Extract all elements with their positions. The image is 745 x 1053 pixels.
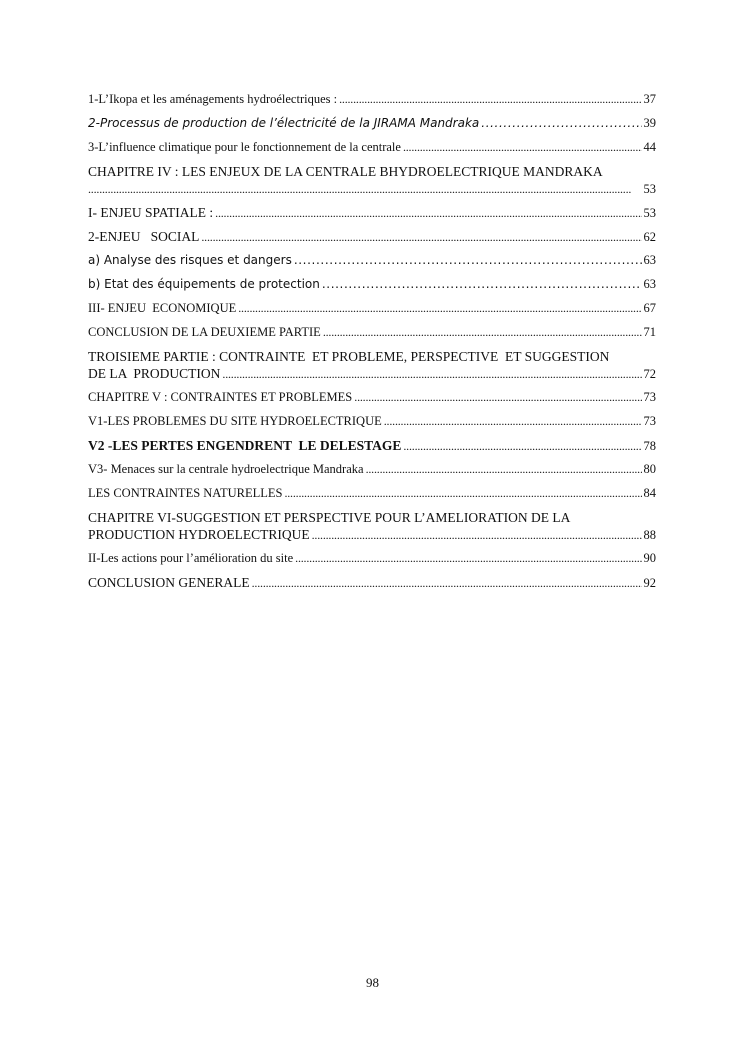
toc-entry-title: CHAPITRE IV : LES ENJEUX DE LA CENTRALE BHYDROELECTRIQUE MANDRAKA	[88, 164, 603, 179]
toc-entry-page: 88	[643, 528, 656, 542]
toc-entry-title: 1-L’Ikopa et les aménagements hydroélectriques :	[88, 92, 338, 106]
dot-leader	[323, 324, 642, 341]
toc-entry[interactable]	[88, 204, 656, 221]
toc-entry-title: LES CONTRAINTES NATURELLES	[88, 486, 283, 500]
toc-entry-page: 62	[643, 230, 656, 244]
dot-leader	[201, 228, 641, 246]
dot-leader	[222, 365, 641, 383]
toc-entry[interactable]	[88, 139, 656, 156]
dot-leader	[252, 574, 642, 592]
toc-entry[interactable]	[88, 300, 656, 317]
toc-entry-page: 67	[643, 301, 656, 315]
toc-entry-page: 80	[643, 462, 656, 476]
toc-entry-title: II-Les actions pour l’amélioration du site	[88, 551, 294, 565]
dot-leader	[339, 91, 641, 108]
toc-entry-title: CHAPITRE V : CONTRAINTES ET PROBLEMES	[88, 390, 353, 404]
toc-entry-page: 92	[643, 576, 656, 590]
toc-entry-page: 53	[643, 182, 656, 196]
dot-leader	[238, 300, 641, 317]
dot-leader	[403, 139, 642, 156]
toc-entry-page: 53	[643, 206, 656, 220]
toc-entry-title: V1-LES PROBLEMES DU SITE HYDROELECTRIQUE	[88, 414, 382, 428]
toc-entry-page: 90	[643, 551, 656, 565]
toc-entry-page: 78	[643, 439, 656, 453]
toc-entry[interactable]	[88, 485, 656, 502]
toc-entry[interactable]	[88, 437, 656, 454]
toc-entry[interactable]	[88, 574, 656, 591]
dot-leader	[481, 115, 641, 132]
toc-entry[interactable]	[88, 413, 656, 430]
toc-entry-title: a) Analyse des risques et dangers	[88, 253, 292, 267]
page-number: 98	[366, 975, 379, 990]
toc-entry-page: 71	[643, 325, 656, 339]
toc-entry-page: 39	[643, 116, 656, 130]
toc-entry-title: V2 -LES PERTES ENGENDRENT LE DELESTAGE	[88, 438, 402, 453]
dot-leader	[403, 437, 641, 455]
toc-entry[interactable]	[88, 276, 656, 293]
dot-leader	[322, 276, 642, 293]
toc-entry-title: I- ENJEU SPATIALE :	[88, 205, 214, 220]
toc-entry-page: 44	[643, 140, 656, 154]
dot-leader	[312, 526, 642, 544]
toc-entry-title: III- ENJEU ECONOMIQUE	[88, 301, 237, 315]
toc-entry-title: 2-Processus de production de l’électricité de la JIRAMA Mandraka	[88, 116, 480, 130]
toc-entry-title: V3- Menaces sur la centrale hydroelectrique Mandraka	[88, 462, 364, 476]
toc-entry[interactable]	[88, 91, 656, 108]
toc-entry-page: 72	[643, 367, 656, 381]
dot-leader	[88, 180, 642, 198]
dot-leader	[215, 204, 641, 222]
toc-entry[interactable]	[88, 461, 656, 478]
toc-entry-page: 63	[643, 277, 656, 291]
toc-entry[interactable]	[88, 389, 656, 406]
toc-entry-page: 63	[643, 253, 656, 267]
toc-entry-title-line2: DE LA PRODUCTION	[88, 366, 221, 381]
toc-entry[interactable]	[88, 228, 656, 245]
dot-leader	[294, 252, 642, 269]
toc-entry-title: CONCLUSION GENERALE	[88, 575, 250, 590]
toc-entry[interactable]	[88, 115, 656, 132]
toc-entry[interactable]	[88, 324, 656, 341]
toc-entry[interactable]	[88, 550, 656, 567]
dot-leader	[284, 485, 641, 502]
toc-entry-title: 3-L’influence climatique pour le fonctionnement de la centrale	[88, 140, 401, 154]
toc-entry-title: b) Etat des équipements de protection	[88, 277, 320, 291]
table-of-contents	[88, 91, 656, 598]
toc-entry-page: 73	[643, 390, 656, 404]
toc-entry[interactable]	[88, 252, 656, 269]
toc-entry-title-line1: TROISIEME PARTIE : CONTRAINTE ET PROBLEME, PERSPECTIVE ET SUGGESTION	[88, 349, 610, 364]
toc-entry-page: 37	[643, 92, 656, 106]
toc-entry-title-line1: CHAPITRE VI-SUGGESTION ET PERSPECTIVE POUR L’AMELIORATION DE LA	[88, 510, 571, 525]
toc-entry-page: 84	[643, 486, 656, 500]
toc-entry-page: 73	[643, 414, 656, 428]
toc-entry[interactable]	[88, 163, 656, 197]
toc-entry-title: CONCLUSION DE LA DEUXIEME PARTIE	[88, 325, 321, 339]
toc-entry-title: 2-ENJEU SOCIAL	[88, 229, 200, 244]
toc-entry[interactable]	[88, 348, 656, 382]
toc-entry[interactable]	[88, 509, 656, 543]
dot-leader	[384, 413, 642, 430]
dot-leader	[354, 389, 641, 406]
toc-entry-title-line2: PRODUCTION HYDROELECTRIQUE	[88, 527, 310, 542]
dot-leader	[295, 550, 641, 567]
dot-leader	[366, 461, 642, 478]
